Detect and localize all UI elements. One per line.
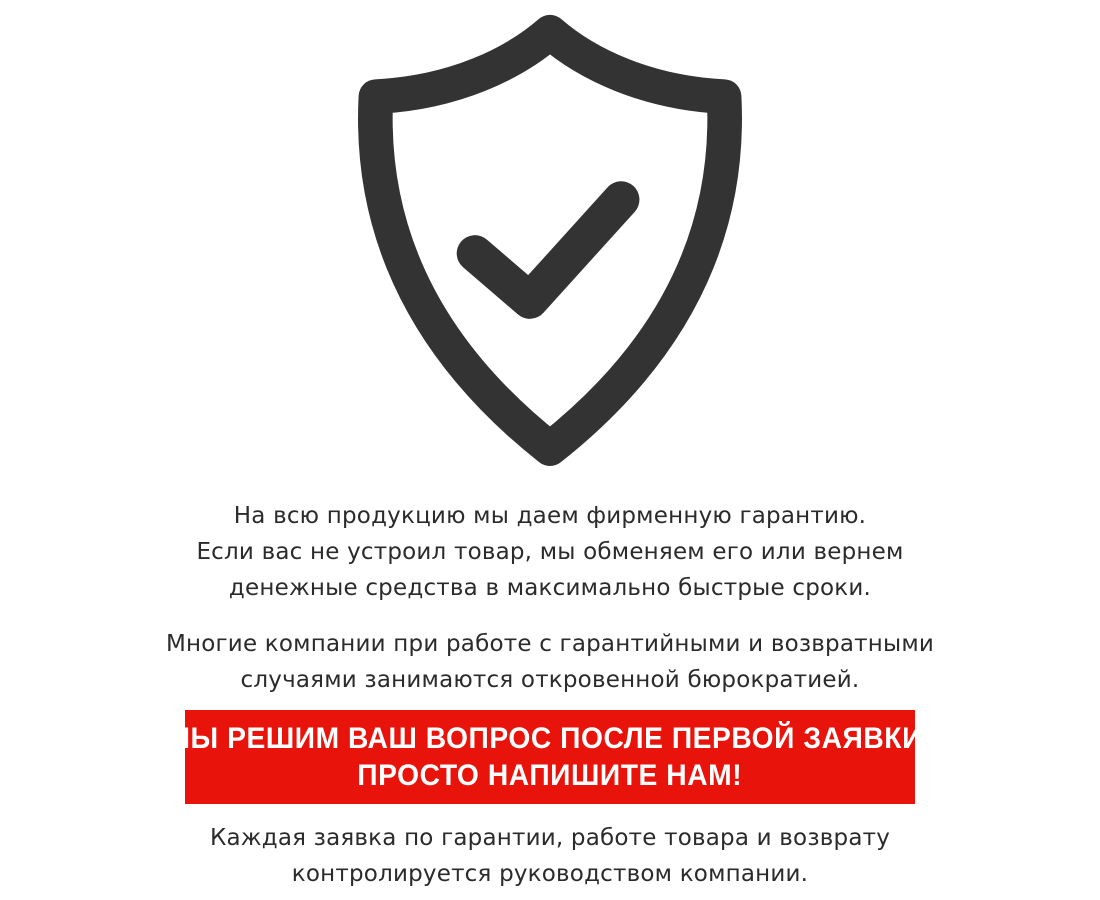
- shield-check-icon: [348, 8, 752, 470]
- banner-line: ПРОСТО НАПИШИТЕ НАМ!: [357, 759, 743, 792]
- guarantee-text: [196, 498, 903, 606]
- text-line: Каждая заявка по гарантии, работе товара и возврату: [209, 825, 891, 851]
- control-text: [210, 820, 890, 892]
- text-line: На всю продукцию мы даем фирменную гарантию.: [233, 503, 867, 529]
- text-line: Если вас не устроил товар, мы обменяем его или вернем: [196, 539, 904, 565]
- text-line: случаями занимаются откровенной бюрократией.: [240, 667, 860, 693]
- text-line: Многие компании при работе с гарантийными и возвратными: [165, 631, 935, 657]
- promo-banner: [166, 710, 934, 804]
- text-line: контролируется руководством компании.: [291, 861, 809, 887]
- banner-line: МЫ РЕШИМ ВАШ ВОПРОС ПОСЛЕ ПЕРВОЙ ЗАЯВКИ!: [166, 722, 934, 755]
- text-line: денежные средства в максимально быстрые сроки.: [228, 575, 872, 601]
- bureaucracy-text: [166, 626, 934, 698]
